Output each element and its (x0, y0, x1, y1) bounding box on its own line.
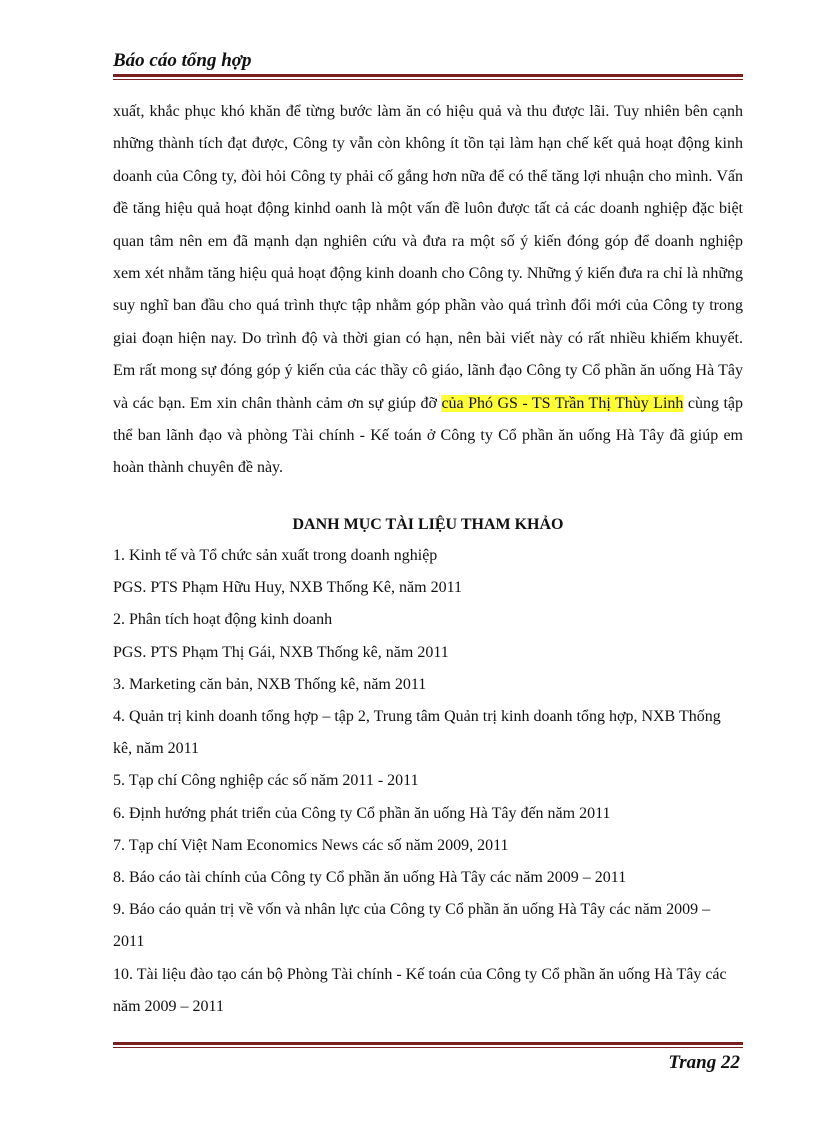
reference-item: 5. Tạp chí Công nghiệp các số năm 2011 - 2011 (113, 772, 419, 790)
header-rule (113, 74, 743, 80)
reference-item: 1. Kinh tế và Tổ chức sản xuất trong doanh nghiệp (113, 547, 438, 564)
reference-item: 3. Marketing căn bản, NXB Thống kê, năm 2011 (113, 675, 427, 693)
body-text-part-1: xuất, khắc phục khó khăn để từng bước làm ăn có hiệu quả và thu được lãi. Tuy nhiên bên cạnh những thành tích đạt được, Công ty vẫn còn không ít tồn tại làm hạn chế kết quả hoạt động kinh doanh của Công ty, đòi hỏi Công ty phải cố gắng hơn nữa để có thể tăng lợi nhuận cho mình. Vấn đề tăng hiệu quả hoạt động kinhd oanh là một vấn đề luôn được tất cả các doanh nghiệp đặc biệt quan tâm nên em đã mạnh dạn nghiên cứu và đưa ra một số ý kiến đóng góp để doanh nghiệp xem xét nhằm tăng hiệu quả hoạt động kinh doanh cho Công ty. Những ý kiến đưa ra chỉ là những suy nghĩ ban đầu cho quá trình thực tập nhằm góp phần vào quá trình đổi mới của Công ty trong giai đoạn hiện nay. Do trình độ và thời gian có hạn, nên bài viết này có rất nhiều khiếm khuyết. Em rất mong sự đóng góp ý kiến của các thầy cô giáo, lãnh đạo Công ty Cổ phần ăn uống Hà Tây và các bạn. Em xin chân thành cảm ơn sự giúp đỡ (113, 103, 743, 412)
reference-item: 4. Quản trị kinh doanh tổng hợp – tập 2, Trung tâm Quản trị kinh doanh tổng hợp, NXB Thống kê, năm 2011 (113, 708, 721, 758)
references-title: DANH MỤC TÀI LIỆU THAM KHẢO (292, 516, 564, 533)
page-number: Trang 22 (668, 1052, 740, 1073)
reference-item: 10. Tài liệu đào tạo cán bộ Phòng Tài chính - Kế toán của Công ty Cổ phần ăn uống Hà Tây các năm 2009 – 2011 (113, 965, 727, 1015)
reference-item: 7. Tạp chí Việt Nam Economics News các số năm 2009, 2011 (113, 836, 509, 854)
reference-item: 8. Báo cáo tài chính của Công ty Cổ phần ăn uống Hà Tây các năm 2009 – 2011 (113, 869, 627, 887)
references-list (113, 540, 743, 1023)
body-text-part-2: cùng tập thể ban lãnh đạo và phòng Tài chính - Kế toán ở Công ty Cổ phần ăn uống Hà Tây đã giúp em hoàn thành chuyên đề này. (113, 394, 744, 477)
page-header-title: Báo cáo tổng hợp (113, 50, 252, 71)
reference-item: 6. Định hướng phát triển của Công ty Cổ phần ăn uống Hà Tây đến năm 2011 (113, 804, 611, 822)
reference-item: PGS. PTS Phạm Hữu Huy, NXB Thống Kê, năm 2011 (113, 579, 462, 597)
reference-item: 2. Phân tích hoạt động kinh doanh (113, 611, 333, 629)
reference-item: PGS. PTS Phạm Thị Gái, NXB Thống kê, năm 2011 (113, 643, 449, 661)
body-paragraph (113, 96, 743, 485)
reference-item: 9. Báo cáo quản trị về vốn và nhân lực của Công ty Cổ phần ăn uống Hà Tây các năm 2009 – 2011 (113, 901, 711, 951)
footer-rule (113, 1042, 743, 1048)
highlighted-advisor: của Phó GS - TS Trần Thị Thùy Linh (441, 394, 684, 412)
